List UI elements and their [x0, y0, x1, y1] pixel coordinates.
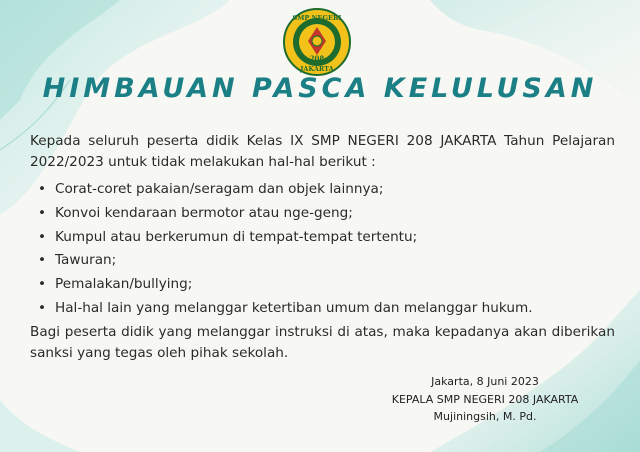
logo-number: 208 — [309, 54, 325, 63]
logo-bottom-text: JAKARTA — [300, 65, 334, 73]
signature-name: Mujiningsih, M. Pd. — [433, 410, 537, 423]
signature-position: KEPALA SMP NEGERI 208 JAKARTA — [391, 392, 579, 406]
intro-paragraph: Kepada seluruh peserta didik Kelas IX SMP NEGERI 208 JAKARTA Tahun Pelajaran 2022/2023 untuk tidak melakukan hal-hal berikut : — [30, 133, 615, 170]
page-title: HIMBAUAN PASCA KELULUSAN — [42, 73, 598, 104]
prohibited-actions-list — [30, 178, 615, 321]
signature-block — [355, 373, 615, 426]
school-logo — [282, 7, 352, 77]
list-item: • Tawuran; — [30, 249, 615, 273]
list-item: • Hal-hal lain yang melanggar ketertiban umum dan melanggar hukum. — [30, 297, 615, 321]
list-item: • Pemalakan/bullying; — [30, 273, 615, 297]
logo-top-text: SMP NEGERI — [292, 14, 342, 22]
signature-place-date: Jakarta, 8 Juni 2023 — [431, 375, 539, 388]
list-item: • Corat-coret pakaian/seragam dan objek lainnya; — [30, 178, 615, 202]
list-item: • Kumpul atau berkerumun di tempat-tempat tertentu; — [30, 226, 615, 250]
list-item: • Konvoi kendaraan bermotor atau nge-geng; — [30, 202, 615, 226]
closing-paragraph: Bagi peserta didik yang melanggar instruksi di atas, maka kepadanya akan diberikan sanksi yang tegas oleh pihak sekolah. — [30, 324, 615, 361]
